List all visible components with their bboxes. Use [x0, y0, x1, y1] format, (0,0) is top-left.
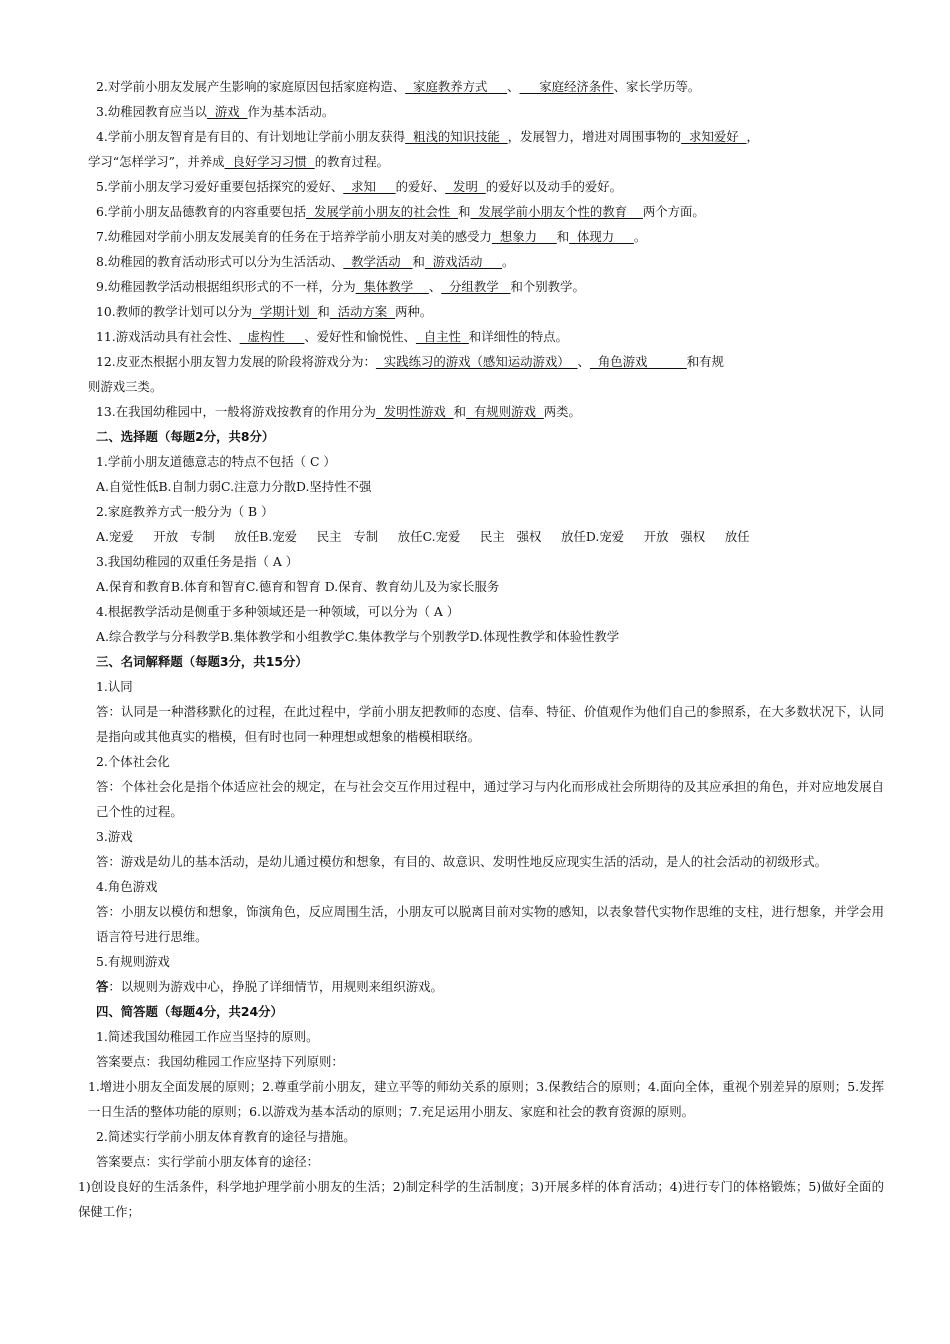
term-4-answer: 答：小朋友以模仿和想象，饰演角色，反应周围生活，小朋友可以脱离目前对实物的感知，以表象替代实物作思维的支柱，进行想象，并学会用语言符号进行思维。 [96, 904, 884, 944]
fill-answer-blank: 分组教学 [441, 279, 511, 294]
term-5: 5.有规则游戏 [96, 954, 170, 969]
fill-answer-blank: 角色游戏 [589, 354, 687, 369]
term-1: 1.认同 [96, 679, 133, 694]
short-question-1: 1.简述我国幼稚园工作应当坚持的原则。 [96, 1029, 319, 1044]
mc-question-4: 4.根据教学活动是侧重于多种领域还是一种领域，可以分为（ A ） [96, 604, 460, 619]
fill-question-text: 、家长学历等。 [613, 79, 701, 94]
fill-question-text: 两个方面。 [642, 204, 705, 219]
fill-question-text: 、 [507, 79, 520, 94]
fill-answer-blank: 发展学前小朋友的社会性 [306, 204, 459, 219]
fill-question [96, 299, 884, 324]
fill-answer-blank: 发展学前小朋友个性的教育 [470, 204, 643, 219]
fill-question-text: 4.学前小朋友智育是有目的、有计划地让学前小朋友获得 [96, 129, 406, 144]
fill-question-text: 、 [577, 354, 590, 369]
fill-question [96, 324, 884, 349]
fill-answer-blank: 实践练习的游戏（感知运动游戏） [375, 354, 578, 369]
fill-question [96, 224, 884, 249]
term-5-answer-text: ：以规则为游戏中心，挣脱了详细情节，用规则来组织游戏。 [108, 979, 443, 994]
mc-question-3: 3.我国幼稚园的双重任务是指（ A ） [96, 554, 299, 569]
fill-question-text: 、 [428, 279, 442, 294]
fill-question-text: 2.对学前小朋友发展产生影响的家庭原因包括家庭构造、 [96, 79, 406, 94]
fill-answer-blank: 集体教学 [355, 279, 429, 294]
fill-question [96, 99, 884, 124]
fill-question-text: 13.在我国幼稚园中，一般将游戏按教育的作用分为 [96, 404, 376, 419]
fill-question [96, 199, 884, 224]
fill-question-text: 6.学前小朋友品德教育的内容重要包括 [96, 204, 307, 219]
fill-question-text: 10.教师的教学计划可以分为 [96, 304, 253, 319]
fill-question-text: 11.游戏活动具有社会性、 [96, 329, 240, 344]
fill-answer-blank: 有规则游戏 [466, 404, 544, 419]
fill-question-continuation [88, 149, 884, 174]
fill-question-text: 。 [502, 254, 515, 269]
fill-answer-blank: 家庭经济条件 [519, 79, 614, 94]
fill-answer-blank: 游戏活动 [424, 254, 503, 269]
term-2-answer: 答：个体社会化是指个体适应社会的规定，在与社会交互作用过程中，通过学习与内化而形成社会所期待的及其应承担的角色，并对应地发展自己个性的过程。 [96, 779, 884, 819]
short-question-1-key: 答案要点：我国幼稚园工作应坚持下列原则： [96, 1054, 344, 1069]
fill-question-text: 的爱好以及动手的爱好。 [485, 179, 623, 194]
mc-options-4: A.综合教学与分科教学B.集体教学和小组教学C.集体教学与个别教学D.体现性教学和体验性教学 [96, 629, 620, 644]
short-question-2-body: 1)创设良好的生活条件，科学地护理学前小朋友的生活；2)制定科学的生活制度；3)开展多样的体育活动；4)进行专门的体格锻炼；5)做好全面的保健工作； [78, 1179, 884, 1219]
fill-question-text: 和 [458, 204, 471, 219]
fill-question-text: 9.幼稚园教学活动根据组织形式的不一样，分为 [96, 279, 356, 294]
fill-question-text: 12.皮亚杰根据小朋友智力发展的阶段将游戏分为： [96, 354, 376, 369]
fill-answer-blank: 虚构性 [239, 329, 305, 344]
short-question-2: 2.简述实行学前小朋友体育教育的途径与措施。 [96, 1129, 356, 1144]
fill-question-text: 作为基本活动。 [247, 104, 335, 119]
fill-question-text: 两种。 [395, 304, 433, 319]
term-4: 4.角色游戏 [96, 879, 158, 894]
answer-label: 答 [96, 979, 109, 994]
fill-answer-blank: 家庭教养方式 [405, 79, 508, 94]
short-question-1-body: 1.增进小朋友全面发展的原则；2.尊重学前小朋友，建立平等的师幼关系的原则；3.保教结合的原则；4.面向全体，重视个别差异的原则；5.发挥一日生活的整体功能的原则；6.以游戏为基本活动的原则；7.充足运用小朋友、家庭和社会的教育资源的原则。 [88, 1079, 884, 1119]
fill-question-text: 的爱好、 [395, 179, 446, 194]
fill-answer-blank: 求知爱好 [681, 129, 747, 144]
fill-question-text: 5.学前小朋友学习爱好重要包括探究的爱好、 [96, 179, 344, 194]
fill-question [96, 274, 884, 299]
fill-answer-blank: 活动方案 [329, 304, 396, 319]
fill-answer-blank: 自主性 [415, 329, 469, 344]
section-4-title: 四、简答题（每题4分，共24分） [96, 1004, 283, 1019]
fill-question-text: 和个别教学。 [510, 279, 585, 294]
document-page [78, 74, 884, 1224]
fill-answer-blank: 发明性游戏 [375, 404, 454, 419]
mc-options-3: A.保育和教育B.体育和智育C.德育和智育 D.保育、教育幼儿及为家长服务 [96, 579, 500, 594]
fill-question-text: 。 [633, 229, 647, 244]
fill-question-text: 和 [317, 304, 330, 319]
fill-question-text: 8.幼稚园的教育活动形式可以分为生活活动、 [96, 254, 344, 269]
fill-question-continuation [88, 374, 884, 399]
fill-question [96, 349, 884, 374]
fill-question [96, 249, 884, 274]
fill-section [88, 74, 884, 424]
fill-question [96, 174, 884, 199]
section-3-title: 三、名词解释题（每题3分，共15分） [96, 654, 308, 669]
fill-question-text: ，发展智力，增进对周围事物的 [507, 129, 682, 144]
fill-question-text: 和 [453, 404, 467, 419]
fill-answer-blank: 游戏 [206, 104, 248, 119]
fill-question [96, 399, 884, 424]
fill-answer-blank: 教学活动 [343, 254, 413, 269]
term-2: 2.个体社会化 [96, 754, 170, 769]
term-3: 3.游戏 [96, 829, 133, 844]
section-2-title: 二、选择题（每题2分，共8分） [96, 429, 275, 444]
mc-options-1: A.自觉性低B.自制力弱C.注意力分散D.坚持性不强 [96, 479, 372, 494]
fill-answer-blank: 良好学习习惯 [224, 154, 315, 169]
short-question-2-key: 答案要点：实行学前小朋友体育的途径： [96, 1154, 320, 1169]
fill-question-text: 的教育过程。 [314, 154, 390, 169]
fill-answer-blank: 想象力 [491, 229, 557, 244]
fill-answer-blank: 粗浅的知识技能 [405, 129, 508, 144]
fill-question-text: 两类。 [543, 404, 581, 419]
mc-question-2: 2.家庭教养方式一般分为（ B ） [96, 504, 274, 519]
fill-question-text: 3.幼稚园教育应当以 [96, 104, 207, 119]
term-1-answer: 答：认同是一种潜移默化的过程，在此过程中，学前小朋友把教师的态度、信奉、特征、价值观作为他们自己的参照系，在大多数状况下，认同是指向或其他真实的楷模，但有时也同一种理想或想象的楷模相联络。 [96, 704, 884, 744]
fill-question-text: 和 [556, 229, 570, 244]
fill-question-text: ， [746, 129, 759, 144]
fill-question-text: 和有规 [686, 354, 724, 369]
fill-answer-blank: 学期计划 [252, 304, 318, 319]
fill-answer-blank: 求知 [343, 179, 396, 194]
fill-question-text: 学习“怎样学习”，并养成 [88, 154, 225, 169]
term-3-answer: 答：游戏是幼儿的基本活动，是幼儿通过模仿和想象，有目的、故意识、发明性地反应现实生活的活动，是人的社会活动的初级形式。 [96, 854, 828, 869]
fill-question [96, 124, 884, 149]
fill-answer-blank: 体现力 [569, 229, 634, 244]
term-5-answer [96, 974, 884, 999]
fill-answer-blank: 发明 [445, 179, 486, 194]
fill-question-text: 、爱好性和愉悦性、 [304, 329, 416, 344]
fill-question [96, 74, 884, 99]
fill-question-text: 和 [412, 254, 425, 269]
mc-options-2: A.宠爱 开放 专制 放任B.宠爱 民主 专制 放任C.宠爱 民主 强权 放任D.宠爱 开放 强权 放任 [96, 529, 750, 544]
fill-question-text: 和详细性的特点。 [468, 329, 568, 344]
mc-question-1: 1.学前小朋友道德意志的特点不包括（ C ） [96, 454, 336, 469]
fill-question-text: 7.幼稚园对学前小朋友发展美育的任务在于培养学前小朋友对美的感受力 [96, 229, 492, 244]
fill-question-text: 则游戏三类。 [88, 379, 163, 394]
